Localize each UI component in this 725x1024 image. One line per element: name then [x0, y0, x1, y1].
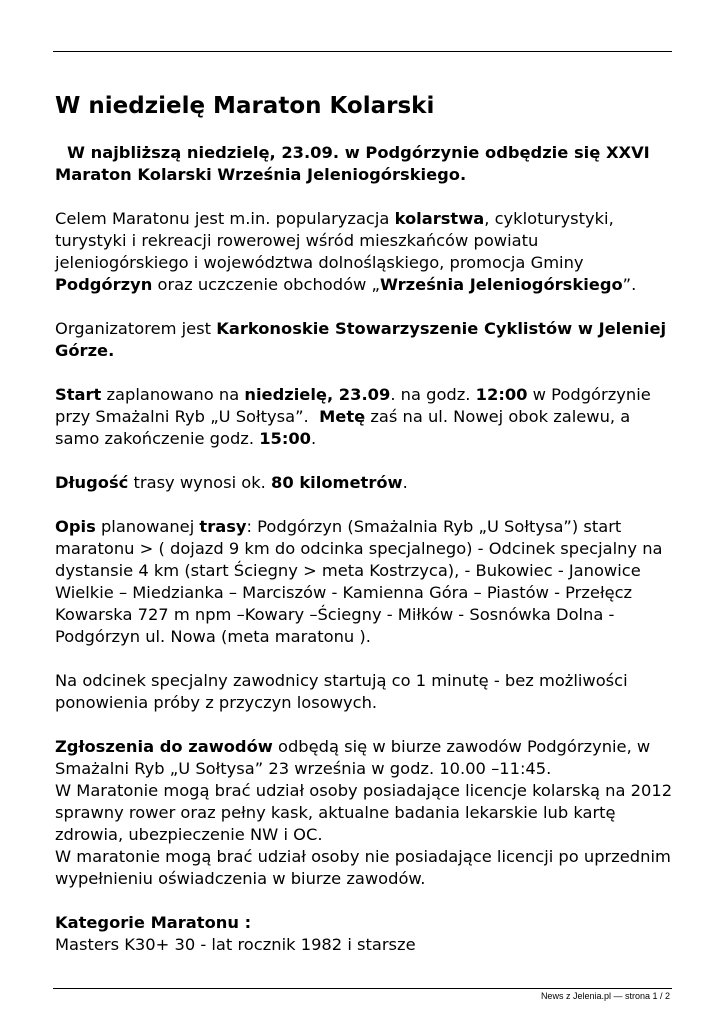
paragraph-no-license: W maratonie mogą brać udział osoby nie posiadające licencji po uprzednim wypełnieniu oświadczenia w biurze zawodów.: [55, 847, 671, 888]
text: ”.: [622, 275, 637, 294]
bold-text: Metę: [319, 407, 366, 426]
bold-text: Karkonoskie Stowarzyszenie Cyklistów w Jeleniej Górze.: [55, 319, 667, 360]
text: Celem Maratonu jest m.in. popularyzacja: [55, 209, 395, 228]
categories-heading: Kategorie Maratonu :: [55, 913, 252, 932]
article-title: W niedzielę Maraton Kolarski: [55, 93, 435, 119]
header-rule: [53, 51, 672, 52]
article-lead: [55, 142, 675, 186]
text: planowanej: [95, 517, 200, 536]
paragraph-registration: [55, 736, 675, 780]
text: , cykloturystyki, turystyki i rekreacji rowerowej wśród mieszkańców powiatu jeleniogórskiego i województwa dolnośląskiego, promocja Gminy: [55, 209, 614, 272]
lead-text: W najbliższą niedzielę, 23.09. w Podgórzynie odbędzie się XXVI Maraton Kolarski Września Jeleniogórskiego.: [55, 143, 650, 184]
bold-text: trasy: [199, 517, 247, 536]
text: w Podgórzynie przy Smażalni Ryb „U Sołtysa”.: [55, 385, 656, 426]
text: odbędą się w biurze zawodów Podgórzynie, w Smażalni Ryb „U Sołtysa” 23 września w godz. 10.00 –11:45.: [55, 737, 651, 778]
bold-text: Start: [55, 385, 102, 404]
text: oraz uczczenie obchodów „: [152, 275, 380, 294]
bold-text: Opis: [55, 517, 96, 536]
bold-text: 12:00: [475, 385, 528, 404]
paragraph-license: W Maratonie mogą brać udział osoby posiadające licencje kolarską na 2012 sprawny rower oraz pełny kask, aktualne badania lekarskie lub kartę zdrowia, ubezpieczenie NW i OC.: [55, 781, 673, 844]
bold-text: Podgórzyn: [55, 275, 153, 294]
bold-text: 15:00: [259, 429, 312, 448]
text: . na godz.: [390, 385, 476, 404]
text: zaplanowano na: [101, 385, 245, 404]
paragraph-length: [55, 472, 675, 494]
bold-text: Września Jeleniogórskiego: [379, 275, 623, 294]
text: Organizatorem jest: [55, 319, 217, 338]
paragraph-categories: [55, 912, 675, 934]
paragraph-route: [55, 516, 675, 648]
paragraph-goal: [55, 208, 675, 296]
bold-text: Długość: [55, 473, 129, 492]
text: trasy wynosi ok.: [128, 473, 272, 492]
bold-text: niedzielę, 23.09: [244, 385, 391, 404]
text: .: [402, 473, 408, 492]
paragraph-start: [55, 384, 675, 450]
footer-rule: [53, 988, 672, 989]
text: .: [311, 429, 317, 448]
article: [55, 88, 675, 956]
bold-text: kolarstwa: [394, 209, 485, 228]
page-footer: News z Jelenia.pl — strona 1 / 2: [540, 991, 670, 1001]
bold-text: Zgłoszenia do zawodów: [55, 737, 273, 756]
paragraph-organizer: [55, 318, 675, 362]
bold-text: 80 kilometrów: [271, 473, 403, 492]
paragraph-special-stage: Na odcinek specjalny zawodnicy startują co 1 minutę - bez możliwości ponowienia próby z przyczyn losowych.: [55, 671, 628, 712]
text: : Podgórzyn (Smażalnia Ryb „U Sołtysa”) start maratonu > ( dojazd 9 km do odcinka specjalnego) - Odcinek specjalny na dystansie 4 km (start Ściegny > meta Kostrzyca), - Bukowiec - Janowice Wielkie – Miedzianka – Marciszów - Kamienna Góra – Piastów - Przełęcz Kowarska 727 m npm –Kowary –Ściegny - Miłków - Sosnówka Dolna - Podgórzyn ul. Nowa (meta maratonu ).: [55, 517, 663, 646]
text: zaś na ul. Nowej obok zalewu, a samo zakończenie godz.: [55, 407, 631, 448]
category-line: Masters K30+ 30 - lat rocznik 1982 i starsze: [55, 935, 416, 954]
